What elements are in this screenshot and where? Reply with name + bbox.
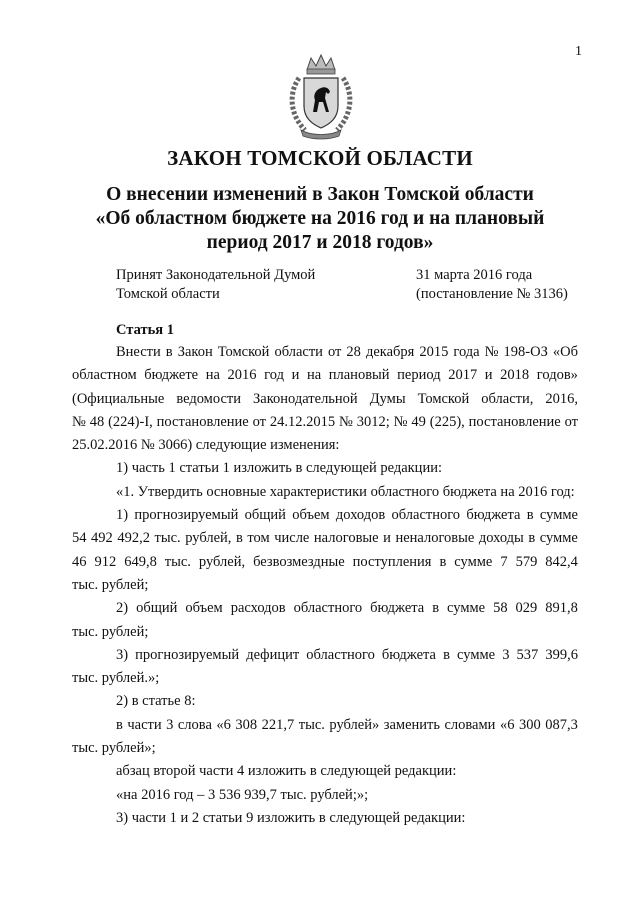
word: «6	[499, 716, 515, 733]
word: объем	[185, 600, 223, 617]
word: 3	[166, 716, 174, 733]
word: №	[393, 413, 408, 430]
body-line	[72, 574, 578, 597]
word: Думы	[369, 390, 406, 407]
word: 2018	[500, 367, 530, 384]
word: года	[453, 344, 480, 360]
word: на	[306, 367, 322, 384]
word: расходов	[230, 600, 286, 617]
word: 399,6	[545, 646, 578, 663]
body-line-text: 2) в статье 8:	[116, 693, 196, 710]
word: заменить	[383, 716, 440, 733]
word: в	[116, 716, 123, 733]
subtitle-line: О внесении изменений в Закон Томской области	[106, 184, 534, 205]
word: бюджета	[466, 507, 521, 524]
word: областного	[293, 600, 363, 617]
body-line	[72, 667, 578, 690]
body-line	[72, 737, 578, 760]
word: в	[432, 600, 440, 617]
word: 198-ОЗ	[503, 344, 548, 360]
word: 579	[515, 553, 538, 570]
word: 308	[235, 716, 258, 733]
body-line	[116, 784, 578, 807]
word: 28	[346, 344, 361, 360]
word: числе	[274, 530, 310, 547]
body-line	[116, 597, 578, 620]
word: 912	[94, 553, 117, 570]
body-line-text: тыс. рублей»;	[72, 740, 156, 757]
word: областного	[306, 646, 375, 663]
word: 842,4	[545, 553, 578, 570]
word: налоговые	[313, 530, 379, 547]
word: Внести	[116, 344, 161, 360]
body-line	[72, 364, 578, 387]
word: сумме	[539, 507, 578, 524]
body-line-text: «на 2016 год – 3 536 939,7 тыс. рублей;»;	[116, 786, 369, 803]
body-line	[72, 388, 578, 411]
word: объем	[292, 507, 330, 524]
word: 492	[91, 530, 113, 547]
adoption-date-line: 31 марта 2016 года	[416, 267, 533, 283]
body-line	[116, 481, 578, 504]
word: доходов	[335, 507, 386, 524]
word: в	[165, 344, 173, 360]
word: бюджета	[370, 600, 425, 617]
word: 3	[502, 646, 510, 663]
word: бюджете	[144, 367, 199, 384]
word: постановление	[156, 413, 249, 430]
adoption-date	[416, 266, 568, 304]
body-line	[72, 411, 578, 434]
word: 221,7	[261, 716, 295, 733]
word: плановый	[328, 367, 390, 384]
word: №	[72, 413, 86, 430]
word: том	[247, 530, 270, 547]
word: постановление	[468, 413, 561, 430]
word: в	[528, 530, 536, 547]
body-line-text: тыс. рублей;	[72, 576, 149, 593]
word: областного	[391, 507, 461, 524]
word: от	[252, 413, 267, 430]
word: в	[443, 646, 450, 663]
body-line-text	[116, 644, 578, 667]
word: 1)	[116, 507, 129, 524]
body-line	[116, 457, 578, 480]
word: 49	[411, 413, 426, 430]
law-body	[72, 341, 578, 830]
word: сумме	[447, 600, 486, 617]
word: части	[127, 716, 162, 733]
law-title: ЗАКОН ТОМСКОЙ ОБЛАСТИ	[167, 146, 473, 170]
word: слова	[177, 716, 212, 733]
word: 891,8	[545, 600, 578, 617]
word: общий	[244, 507, 286, 524]
word: 3)	[116, 646, 129, 663]
word: общий	[136, 600, 178, 617]
body-line-text	[116, 504, 578, 527]
word: №	[484, 344, 499, 360]
word: и	[484, 367, 493, 384]
word: прогнозируемый	[134, 507, 239, 524]
word: 24.12.2015	[269, 413, 336, 430]
word: Законодательной	[253, 390, 358, 407]
body-line	[116, 341, 578, 364]
word: в	[439, 553, 447, 570]
word: 2016,	[545, 390, 578, 407]
word: поступления	[352, 553, 432, 570]
law-subtitle	[60, 183, 580, 255]
word: годов»	[536, 367, 578, 384]
word: тыс.	[154, 530, 181, 547]
word: 46	[72, 553, 87, 570]
word: 3012;	[356, 413, 390, 430]
word: доходы	[478, 530, 524, 547]
body-line	[116, 807, 578, 830]
body-line-text	[116, 341, 578, 364]
word: областном	[72, 367, 137, 384]
word: декабря	[365, 344, 415, 360]
body-line-text	[116, 597, 578, 620]
word: рублей»	[329, 716, 380, 733]
adopted-by-line: Принят Законодательной Думой	[116, 267, 316, 283]
word: 48	[89, 413, 105, 430]
word: Закон	[177, 344, 213, 360]
body-line-text: 25.02.2016 № 3066) следующие изменения:	[72, 437, 340, 454]
body-line	[116, 644, 578, 667]
body-line	[72, 621, 578, 644]
body-line-text: тыс. рублей;	[72, 623, 149, 640]
word: 58	[493, 600, 508, 617]
word: 2015	[419, 344, 449, 360]
word: и	[291, 367, 300, 384]
resolution-number: (постановление № 3136)	[416, 286, 568, 302]
word: 492,2	[117, 530, 150, 547]
word: бюджета	[381, 646, 436, 663]
word: «Об	[552, 344, 578, 360]
word: прогнозируемый	[135, 646, 240, 663]
word: «6	[216, 716, 231, 733]
word: 029	[515, 600, 538, 617]
word: 2016	[227, 367, 257, 384]
word: от	[327, 344, 342, 360]
body-line-text	[72, 388, 578, 411]
word: сумме	[539, 530, 578, 547]
body-line	[72, 551, 578, 574]
body-line	[72, 527, 578, 550]
word: и	[383, 530, 391, 547]
word: в	[526, 507, 534, 524]
article-heading: Статья 1	[116, 322, 174, 338]
word: в	[235, 530, 243, 547]
word: от	[564, 413, 578, 430]
word: 2)	[116, 600, 129, 617]
word: 087,3	[545, 716, 578, 733]
word: (224)-I,	[108, 413, 153, 430]
body-line-text: тыс. рублей.»;	[72, 670, 160, 687]
word: (225),	[429, 413, 465, 430]
body-line	[116, 714, 578, 737]
body-line-text	[72, 364, 578, 387]
word: словами	[444, 716, 496, 733]
word: Томской	[417, 390, 470, 407]
coat-of-arms-emblem	[285, 52, 357, 140]
word: год	[264, 367, 284, 384]
body-line-text	[72, 527, 578, 550]
word: рублей,	[185, 530, 232, 547]
subtitle-line: период 2017 и 2018 годов»	[206, 232, 434, 253]
adopted-by-line: Томской области	[116, 286, 220, 302]
body-line-text	[72, 411, 578, 434]
word: области,	[481, 390, 534, 407]
body-line-text: 1) часть 1 статьи 1 изложить в следующей редакции:	[116, 460, 442, 477]
word: 54	[72, 530, 87, 547]
word: сумме	[454, 553, 493, 570]
word: на	[205, 367, 220, 384]
body-line-text: абзац второй части 4 изложить в следующей редакции:	[116, 763, 457, 780]
body-line	[116, 690, 578, 713]
word: 537	[516, 646, 539, 663]
word: рублей,	[198, 553, 246, 570]
word: сумме	[457, 646, 496, 663]
word: тыс.	[298, 716, 325, 733]
word: неналоговые	[395, 530, 475, 547]
word: дефицит	[246, 646, 300, 663]
body-line	[72, 434, 578, 457]
word: тыс.	[164, 553, 191, 570]
word: безвозмездные	[253, 553, 345, 570]
word: 7	[500, 553, 508, 570]
word: (Официальные	[72, 390, 165, 407]
word: ведомости	[176, 390, 242, 407]
word: 300	[518, 716, 541, 733]
body-line-text: 3) части 1 и 2 статьи 9 изложить в следующей редакции:	[116, 809, 466, 826]
body-line-text: «1. Утвердить основные характеристики областного бюджета на 2016 год:	[116, 483, 575, 500]
subtitle-line: «Об областном бюджете на 2016 год и на плановый	[95, 208, 545, 229]
word: период	[397, 367, 441, 384]
body-line	[116, 760, 578, 783]
page-number: 1	[575, 44, 582, 59]
word: 649,8	[124, 553, 157, 570]
adopted-by	[116, 266, 315, 304]
word: Томской	[217, 344, 270, 360]
body-line	[116, 504, 578, 527]
word: области	[274, 344, 323, 360]
word: 2017	[448, 367, 478, 384]
body-line-text	[116, 714, 578, 737]
word: №	[339, 413, 353, 430]
body-line-text	[72, 551, 578, 574]
